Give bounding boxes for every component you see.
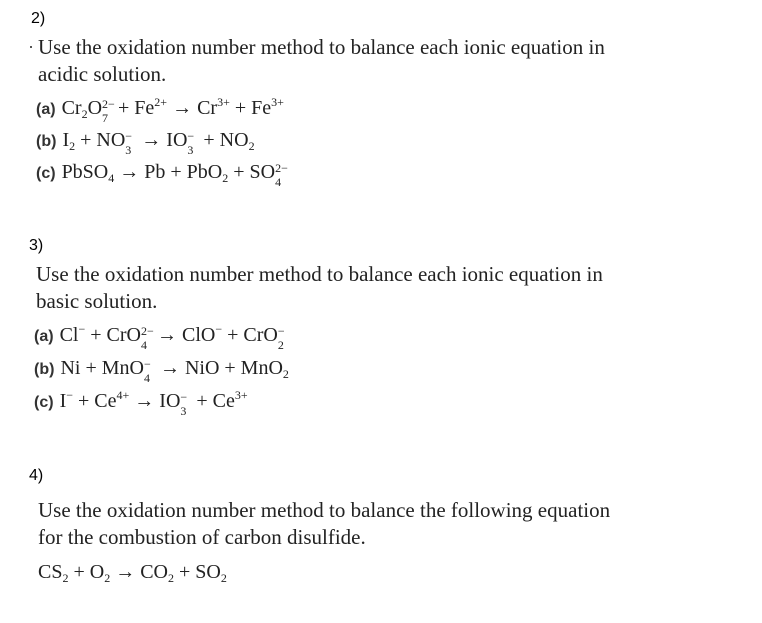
question-3-instruction-line2: basic solution.	[36, 289, 158, 313]
equation-label: (b)	[36, 133, 57, 150]
equation-label: (a)	[36, 101, 56, 118]
question-2-number: 2)	[31, 10, 46, 27]
question-2-equation-a: (a) $Cr_2O$ 2− 7 + $Fe^{2+} \to Cr^{3+} + Fe^{3+}$	[36, 95, 284, 125]
question-4-number: 4)	[29, 467, 44, 484]
question-4-equation: $CS_2 + O_2 \to CO_2 + SO_2$	[38, 561, 227, 585]
question-2-equation-c: (c) PbSO$_4$ → Pb + PbO$_2$ + SO 2− 4	[36, 161, 288, 189]
question-3-equation-b: (b) Ni + MnO − 4 → NiO + MnO$_2$	[34, 357, 289, 385]
equation-label: (a)	[34, 328, 54, 345]
question-2-instruction	[38, 34, 605, 88]
question-4-instruction-line2: for the combustion of carbon disulfide.	[38, 525, 366, 549]
question-3-equation-c: (c) $I^- + Ce^{4+}$ → IO − 3 + $Ce^{3+}$	[34, 388, 248, 418]
question-2-equation-b: (b) $I_2$ + NO − 3 → IO − 3 + $NO_2$	[36, 129, 255, 157]
bullet-dot	[30, 46, 32, 48]
question-4-instruction-line1: Use the oxidation number method to balance the following equation	[38, 498, 611, 522]
question-3-equation-a: (a) Cl− + CrO 2− 4 → ClO− + CrO − 2	[34, 322, 285, 352]
equation-label: (c)	[36, 165, 56, 182]
question-2-instruction-line1: Use the oxidation number method to balance each ionic equation in	[38, 35, 605, 59]
question-4-instruction	[38, 497, 610, 551]
equation-label: (b)	[34, 361, 55, 378]
question-2-instruction-line2: acidic solution.	[38, 62, 167, 86]
question-3-instruction	[36, 261, 603, 315]
question-3-instruction-line1: Use the oxidation number method to balance each ionic equation in	[36, 262, 603, 286]
equation-label: (c)	[34, 394, 54, 411]
question-3-number: 3)	[29, 237, 44, 254]
